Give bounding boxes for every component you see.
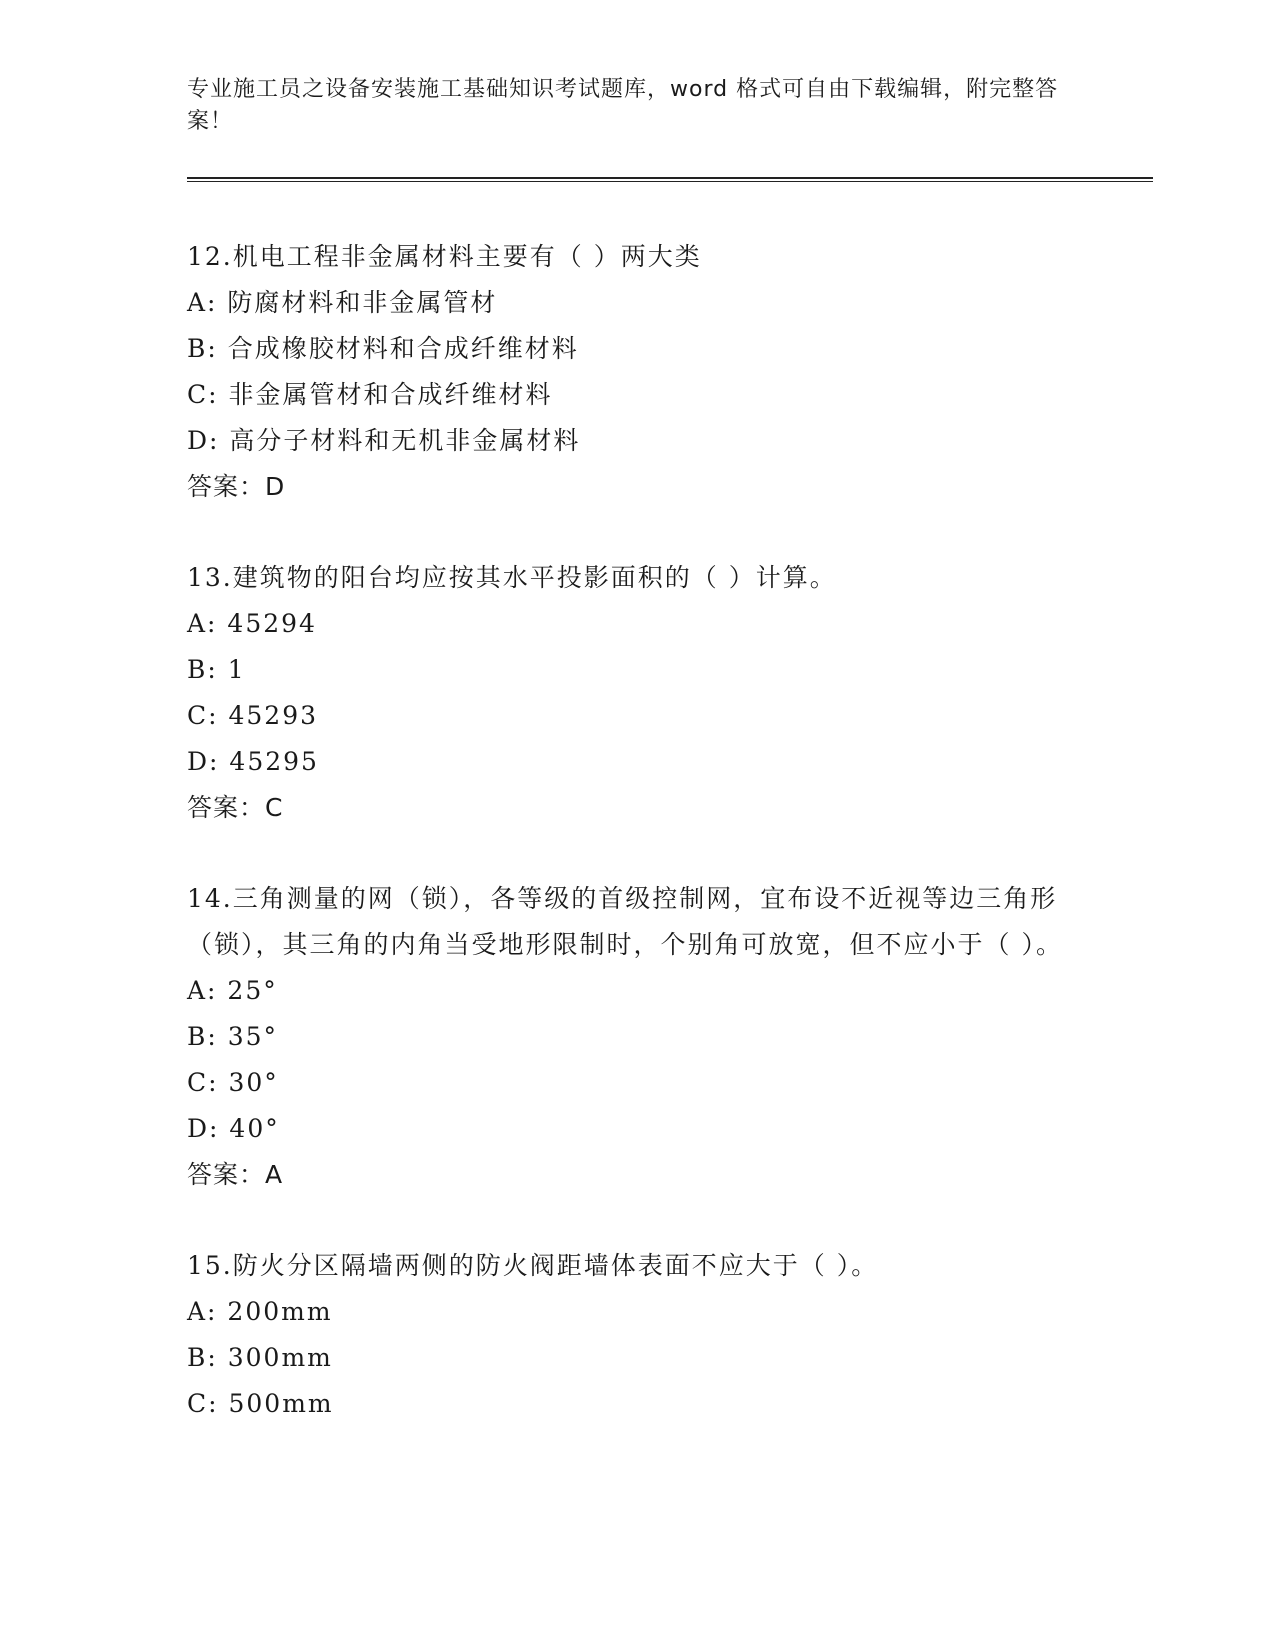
answer: 答案：D — [187, 472, 286, 501]
header-divider — [187, 177, 1153, 182]
question-stem: 14.三角测量的网（锁），各等级的首级控制网，宜布设不近视等边三角形（锁），其三角的内角当受地形限制时，个别角可放宽，但不应小于（ ）。 — [187, 884, 1063, 959]
option-a: A: 25° — [187, 976, 278, 1005]
option-b: B: 合成橡胶材料和合成纤维材料 — [187, 334, 579, 363]
option-c: C: 非金属管材和合成纤维材料 — [187, 380, 553, 409]
option-b: B: 1 — [187, 655, 246, 684]
question-stem: 15.防火分区隔墙两侧的防火阀距墙体表面不应大于（ ）。 — [187, 1251, 879, 1280]
option-d: D: 高分子材料和无机非金属材料 — [187, 426, 581, 455]
option-d: D: 45295 — [187, 747, 319, 776]
option-d: D: 40° — [187, 1114, 280, 1143]
question-stem: 12.机电工程非金属材料主要有（ ）两大类 — [187, 242, 702, 271]
document-header: 专业施工员之设备安装施工基础知识考试题库，word 格式可自由下载编辑，附完整答案！ — [187, 77, 1059, 134]
question-13 — [187, 555, 1087, 831]
option-b: B: 35° — [187, 1022, 279, 1051]
question-list — [187, 234, 1087, 1472]
answer: 答案：C — [187, 793, 284, 822]
option-a: A: 200mm — [187, 1297, 333, 1326]
question-12 — [187, 234, 1087, 510]
option-c: C: 500mm — [187, 1389, 334, 1418]
option-a: A: 45294 — [187, 609, 317, 638]
option-b: B: 300mm — [187, 1343, 333, 1372]
option-c: C: 45293 — [187, 701, 319, 730]
answer: 答案：A — [187, 1160, 284, 1189]
question-14 — [187, 876, 1087, 1198]
question-15 — [187, 1243, 1087, 1427]
question-stem: 13.建筑物的阳台均应按其水平投影面积的（ ）计算。 — [187, 563, 837, 592]
option-a: A: 防腐材料和非金属管材 — [187, 288, 498, 317]
option-c: C: 30° — [187, 1068, 279, 1097]
